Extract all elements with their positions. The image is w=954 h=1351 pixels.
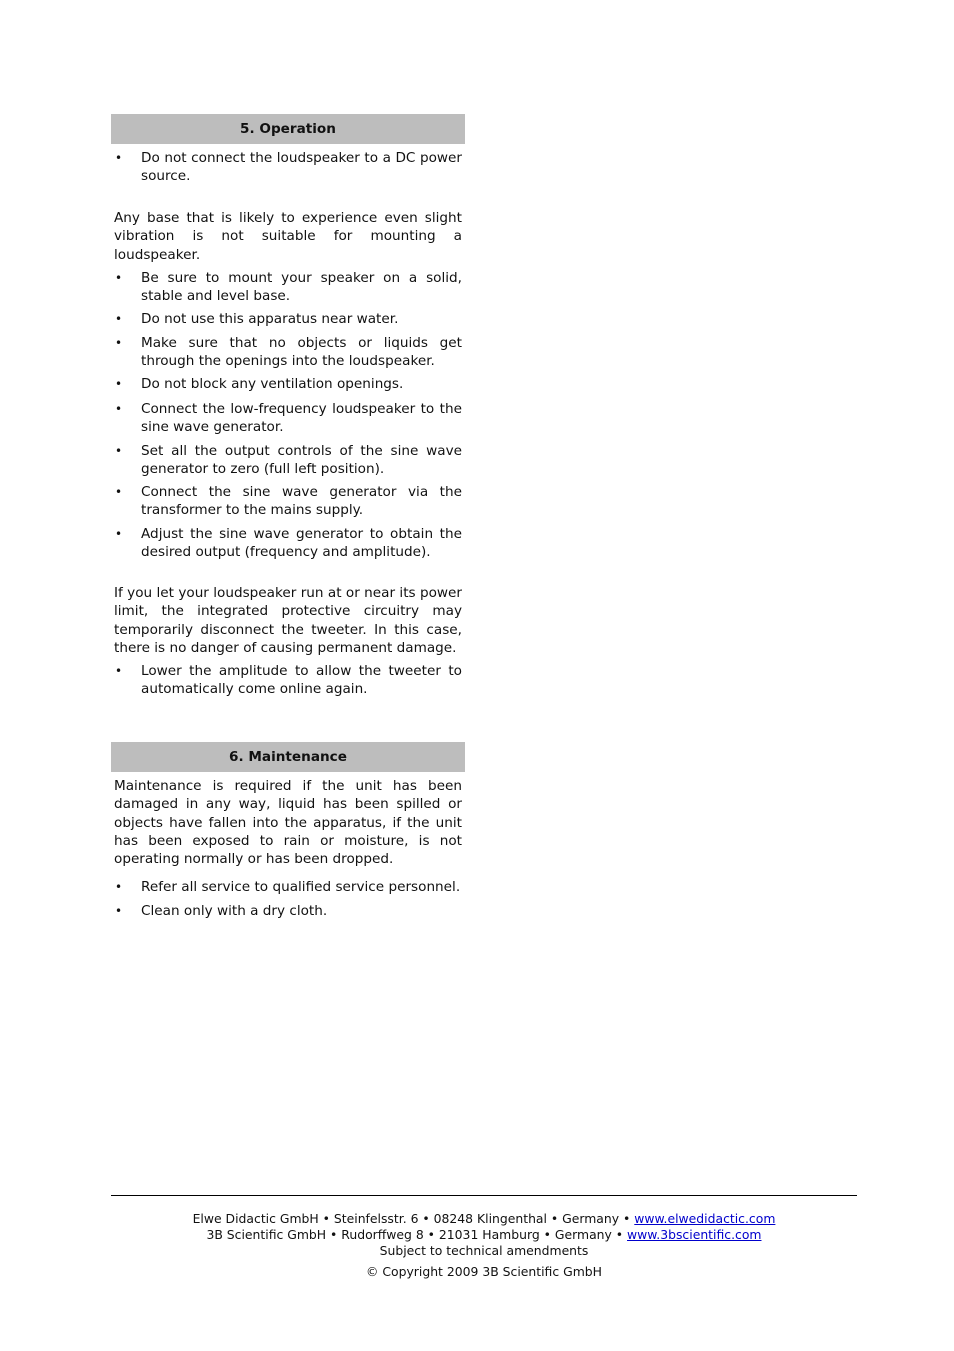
list-item: • Make sure that no objects or liquids get through the openings into the loudspeaker. — [111, 334, 465, 371]
list-item: • Clean only with a dry cloth. — [111, 902, 465, 920]
list-item: • Do not connect the loudspeaker to a DC power source. — [111, 149, 465, 186]
footer-copyright: © Copyright 2009 3B Scientific GmbH — [366, 1264, 602, 1279]
paragraph: Any base that is likely to experience even slight vibration is not suitable for mounting a loudspeaker. — [114, 210, 462, 263]
operation-block-a — [111, 149, 465, 191]
bullet-list — [111, 269, 465, 394]
maintenance-block — [111, 777, 465, 925]
list-item: • Connect the sine wave generator via the transformer to the mains supply. — [111, 483, 465, 520]
list-item: • Connect the low-frequency loudspeaker to the sine wave generator. — [111, 400, 465, 437]
bullet-list — [111, 400, 465, 561]
list-item: • Set all the output controls of the sine wave generator to zero (full left position). — [111, 442, 465, 479]
list-item: • Lower the amplitude to allow the tweeter to automatically come online again. — [111, 662, 465, 699]
footer — [111, 1211, 857, 1280]
list-item: • Adjust the sine wave generator to obtain the desired output (frequency and amplitude). — [111, 525, 465, 562]
section-heading-operation: 5. Operation — [111, 114, 465, 144]
paragraph: Maintenance is required if the unit has been damaged in any way, liquid has been spilled or objects have fallen into the apparatus, if the unit has been exposed to rain or moisture, is not operating normally or has been dropped. — [114, 778, 462, 868]
bullet-list — [111, 149, 465, 186]
footer-line-elwe — [111, 1211, 857, 1227]
paragraph: If you let your loudspeaker run at or near its power limit, the integrated protective circuitry may temporarily disconnect the tweeter. In this case, there is no danger of causing permanent damage. — [114, 585, 462, 656]
elwedidactic-link[interactable]: www.elwedidactic.com — [634, 1211, 776, 1226]
operation-block-d — [111, 584, 465, 704]
footer-amendments: Subject to technical amendments — [379, 1243, 589, 1258]
bullet-list — [111, 878, 465, 920]
footer-address: 3B Scientific GmbH • Rudorffweg 8 • 21031 Hamburg • Germany • — [206, 1227, 628, 1242]
footer-line-3b — [111, 1227, 857, 1243]
operation-block-c — [111, 400, 465, 566]
footer-address: Elwe Didactic GmbH • Steinfelsstr. 6 • 08248 Klingenthal • Germany • — [192, 1211, 635, 1226]
bullet-list — [111, 662, 465, 699]
list-item: • Refer all service to qualified service personnel. — [111, 878, 465, 896]
3bscientific-link[interactable]: www.3bscientific.com — [627, 1227, 762, 1242]
footer-divider — [111, 1195, 857, 1196]
operation-block-b — [111, 209, 465, 399]
list-item: • Do not use this apparatus near water. — [111, 310, 465, 328]
section-heading-maintenance: 6. Maintenance — [111, 742, 465, 772]
list-item: • Be sure to mount your speaker on a solid, stable and level base. — [111, 269, 465, 306]
list-item: • Do not block any ventilation openings. — [111, 375, 465, 393]
